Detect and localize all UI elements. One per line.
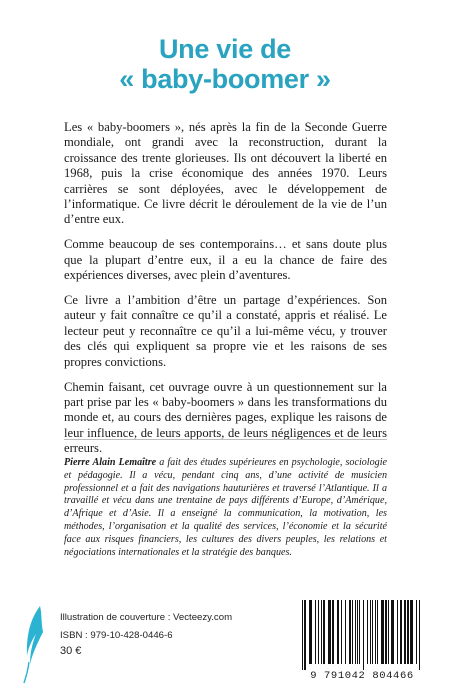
barcode-bar bbox=[323, 600, 325, 664]
barcode-bar bbox=[381, 600, 384, 664]
barcode-bars bbox=[298, 600, 426, 670]
author-bio-text: a fait des études supérieures en psychologie, sociologie et pédagogie. Il a vécu, pendant cinq ans, d’une activité de musicien professionnel et a fait des navigations hauturières et traversé l’Atlantique. Il a travaillé et vécu dans une trentaine de pays différents d’Europe, d’Amérique, d’Afrique et d’Asie. Il a enseigné la communication, la motivation, les méthodes, l’organisation et la qualité des services, l’économie et la sécurité face aux risques financiers, les cultures des divers peuples, les relations et négociations internationales et la stratégie des banques. bbox=[64, 457, 387, 558]
barcode-bar bbox=[377, 600, 378, 664]
barcode-bar bbox=[359, 600, 360, 664]
cover-illustration-credit: Illustration de couverture : Vecteezy.com bbox=[60, 612, 233, 623]
barcode-bar bbox=[349, 600, 351, 664]
barcode-bar bbox=[357, 600, 358, 664]
barcode-bar bbox=[341, 600, 342, 664]
blurb-paragraph-4: Chemin faisant, cet ouvrage ouvre à un questionnement sur la part prise par les « baby-boomers » dans les transformations du monde et, au cours des dernières pages, explique les raisons de leur influence, de leurs apports, de leurs négligences et de leurs erreurs. bbox=[64, 379, 387, 456]
barcode-bar bbox=[302, 600, 303, 670]
barcode-bar bbox=[397, 600, 398, 664]
barcode-bar bbox=[416, 600, 417, 664]
barcode-bar bbox=[372, 600, 373, 664]
barcode-bar bbox=[309, 600, 312, 664]
barcode-bar bbox=[337, 600, 339, 664]
author-bio bbox=[64, 457, 387, 559]
barcode-bar bbox=[321, 600, 322, 664]
book-title-line-2: « baby-boomer » bbox=[119, 64, 331, 94]
barcode-bar bbox=[345, 600, 346, 664]
book-title-line-1: Une vie de bbox=[158, 34, 292, 64]
barcode-bar bbox=[315, 600, 316, 664]
barcode-bar bbox=[304, 600, 306, 670]
barcode-bar bbox=[363, 600, 364, 670]
barcode-bar bbox=[410, 600, 413, 664]
barcode-bar bbox=[404, 600, 406, 664]
blurb-paragraph-1: Les « baby-boomers », nés après la fin de la Seconde Guerre mondiale, ont grandi avec la reconstruction, durant la croissance des trente glorieuses. Ils ont découvert la liberté en 1968, puis la crise économique des années 1970. Leurs carrières se sont déployées, avec le développement de l’informatique. Ce livre décrit le déroulement de la vie de l’un d’entre eux. bbox=[64, 120, 387, 227]
barcode-bar bbox=[370, 600, 371, 664]
blurb-paragraph-2: Comme beaucoup de ses contemporains… et sans doute plus que la plupart d’entre eux, il a eu la chance de faire des expériences diverses, avec plein d’aventures. bbox=[64, 237, 387, 283]
book-title bbox=[0, 34, 450, 94]
barcode-bar bbox=[367, 600, 368, 664]
barcode-digits: 9 791042 804466 bbox=[310, 670, 414, 682]
separator-rule bbox=[64, 439, 387, 440]
isbn-barcode bbox=[292, 598, 432, 684]
feather-logo-icon bbox=[23, 604, 45, 684]
barcode-bar bbox=[352, 600, 353, 664]
barcode-bar bbox=[419, 600, 420, 670]
price-label: 30 € bbox=[60, 645, 82, 657]
barcode-bar bbox=[388, 600, 389, 664]
barcode-bar bbox=[385, 600, 387, 664]
isbn-label: ISBN : 979-10-428-0446-6 bbox=[60, 630, 173, 641]
back-cover-blurb bbox=[64, 120, 387, 466]
barcode-bar bbox=[375, 600, 376, 664]
barcode-bar bbox=[391, 600, 394, 664]
barcode-bar bbox=[328, 600, 331, 664]
barcode-bar bbox=[355, 600, 356, 664]
barcode-bar bbox=[400, 600, 402, 664]
barcode-bar bbox=[332, 600, 334, 664]
blurb-paragraph-3: Ce livre a l’ambition d’être un partage d’expériences. Son auteur y fait connaître ce qu’il a constaté, appris et réalisé. Le lecteur peut y reconnaître ce qu’il a lui-même vécu, y trouver des clés qui expliquent sa propre vie et les raisons de ses propres convictions. bbox=[64, 293, 387, 369]
barcode-bar bbox=[407, 600, 409, 664]
author-name: Pierre Alain Lemaître bbox=[64, 457, 157, 468]
barcode-bar bbox=[318, 600, 319, 664]
